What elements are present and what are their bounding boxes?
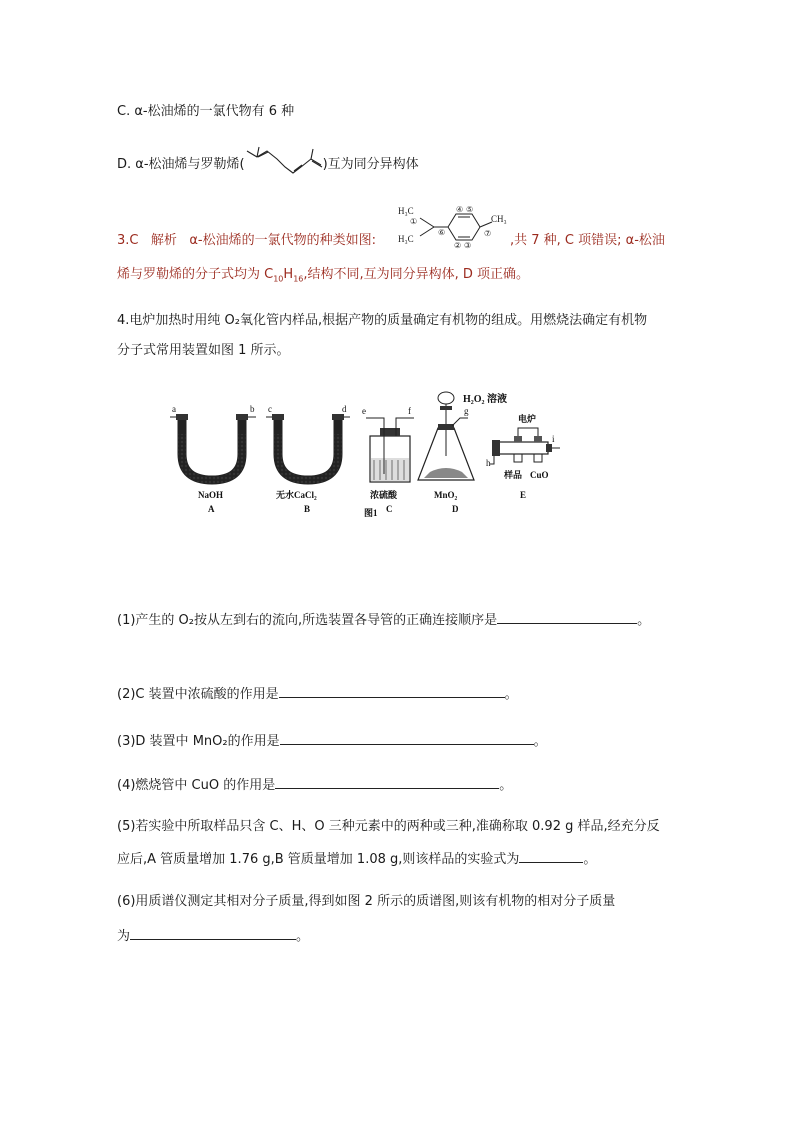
port-g-label: g	[464, 406, 469, 416]
answer3-text3-mid: H	[283, 267, 294, 282]
answer-blank-6[interactable]	[130, 925, 296, 940]
port-d-label: d	[342, 404, 347, 414]
position-3-label: ③	[464, 241, 472, 250]
apparatus-d-label: D	[452, 504, 459, 514]
question-6-line1: (6)用质谱仪测定其相对分子质量,得到如图 2 所示的质谱图,则该有机物的相对分子质量	[117, 894, 616, 909]
ocimene-structure	[245, 145, 323, 179]
reagent-c-label: 浓硫酸	[370, 490, 398, 500]
answer-blank-2[interactable]	[279, 683, 505, 698]
option-d	[117, 156, 419, 174]
formula-sub-c: 10	[273, 274, 284, 284]
answer3-line3	[117, 266, 529, 289]
port-c-label: c	[268, 404, 272, 414]
port-i-label: i	[552, 434, 555, 444]
apparatus-c-label: C	[386, 504, 393, 514]
reagent-a-label: NaOH	[198, 490, 224, 500]
position-6-label: ⑥	[438, 228, 446, 237]
period: 。	[533, 734, 547, 749]
reagent-b-label: 无水CaCl₂	[276, 490, 317, 500]
position-2-label: ②	[454, 241, 462, 250]
answer-blank-1[interactable]	[497, 609, 637, 624]
h2o2-label: H₂O₂ 溶液	[463, 394, 508, 405]
h3c-bottom-label: H₃C	[398, 234, 414, 244]
option-d-prefix: D. α-松油烯与罗勒烯(	[117, 157, 245, 172]
q4-line1: 4.电炉加热时用纯 O₂氧化管内样品,根据产物的质量确定有机物的组成。用燃烧法确定有机物	[117, 313, 648, 328]
port-e-label: e	[362, 406, 366, 416]
answer-blank-5[interactable]	[519, 848, 583, 863]
question-5-line1: (5)若实验中所取样品只含 C、H、O 三种元素中的两种或三种,准确称取 0.92 g 样品,经充分反	[117, 819, 660, 834]
terpinene-chlorination-structure	[398, 200, 510, 254]
wash-bottle-c	[362, 406, 414, 514]
answer-blank-4[interactable]	[275, 774, 499, 789]
answer3-text1: α-松油烯的一氯代物的种类如图:	[189, 233, 376, 248]
port-h-label: h	[486, 458, 491, 468]
answer-blank-3[interactable]	[280, 730, 534, 745]
apparatus-a-label: A	[208, 504, 215, 514]
period: 。	[583, 852, 597, 867]
question-6-line2	[117, 925, 309, 946]
u-tube-b	[266, 404, 350, 514]
cuo-label: CuO	[530, 470, 549, 480]
port-f-label: f	[408, 406, 411, 416]
apparatus-e-label: E	[520, 490, 527, 500]
position-5-label: ⑤	[466, 205, 474, 214]
ch3-label: CH₃	[491, 214, 507, 224]
period: 。	[637, 613, 651, 628]
period: 。	[504, 687, 518, 702]
answer-label: 3.C	[117, 233, 139, 248]
q4-line2: 分子式常用装置如图 1 所示。	[117, 343, 290, 358]
u-tube-a	[170, 404, 256, 514]
question-2	[117, 683, 518, 704]
question-5-line2	[117, 848, 596, 869]
reagent-d-label: MnO₂	[434, 490, 458, 500]
period: 。	[296, 929, 310, 944]
position-4-label: ④	[456, 205, 464, 214]
position-1-label: ①	[410, 217, 418, 226]
answer3-text2: ,共 7 种, C 项错误; α-松油	[510, 233, 665, 248]
question-3-text: (3)D 装置中 MnO₂的作用是	[117, 734, 280, 749]
period: 。	[499, 778, 513, 793]
question-4-text: (4)燃烧管中 CuO 的作用是	[117, 778, 276, 793]
answer3-text3-pre: 烯与罗勒烯的分子式均为 C	[117, 267, 274, 282]
question-4	[117, 774, 512, 795]
sample-label: 样品	[504, 470, 523, 480]
figure-1-apparatus	[168, 384, 560, 522]
question-5-text: 应后,A 管质量增加 1.76 g,B 管质量增加 1.08 g,则该样品的实验式为	[117, 852, 520, 867]
position-7-label: ⑦	[484, 229, 492, 238]
furnace-label: 电炉	[518, 414, 537, 424]
question-3	[117, 730, 547, 751]
answer3-line1	[117, 232, 376, 250]
question-2-text: (2)C 装置中浓硫酸的作用是	[117, 687, 279, 702]
apparatus-b-label: B	[304, 504, 311, 514]
answer3-text3-post: ,结构不同,互为同分异构体, D 项正确。	[303, 267, 530, 282]
option-d-suffix: )互为同分异构体	[322, 157, 419, 172]
port-b-label: b	[250, 404, 255, 414]
h3c-top-label: H₃C	[398, 206, 414, 216]
question-1	[117, 609, 650, 630]
question-1-text: (1)产生的 O₂按从左到右的流向,所选装置各导管的正确连接顺序是	[117, 613, 498, 628]
combustion-tube-e	[486, 413, 560, 500]
port-a-label: a	[172, 404, 176, 414]
formula-sub-h: 16	[293, 274, 304, 284]
question-6-text: 为	[117, 929, 131, 944]
option-c: C. α-松油烯的一氯代物有 6 种	[117, 104, 295, 119]
analysis-label: 解析	[150, 233, 177, 248]
figure-1-caption: 图1	[364, 508, 378, 518]
